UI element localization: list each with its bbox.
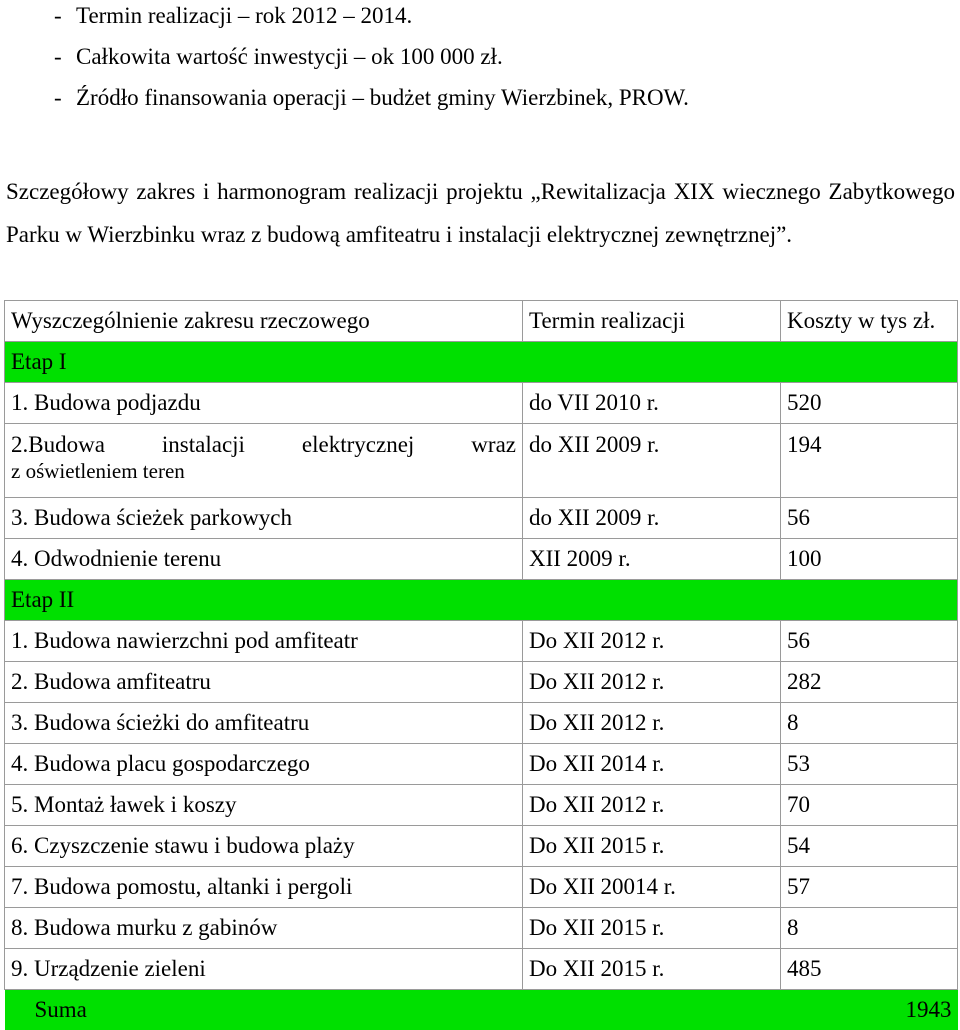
row-item: 9. Urządzenie zieleni [5, 949, 523, 990]
row-cost: 53 [781, 744, 958, 785]
table-row [5, 744, 958, 785]
row-cost: 57 [781, 867, 958, 908]
table-row [5, 539, 958, 580]
row-item: 3. Budowa ścieżki do amfiteatru [5, 703, 523, 744]
table-row [5, 424, 958, 498]
row-term: Do XII 2015 r. [523, 826, 781, 867]
row-item [5, 424, 523, 498]
row-term: do XII 2009 r. [523, 498, 781, 539]
row-item: 8. Budowa murku z gabinów [5, 908, 523, 949]
row-term: Do XII 2015 r. [523, 908, 781, 949]
row-cost: 56 [781, 498, 958, 539]
row-item: 1. Budowa nawierzchni pod amfiteatr [5, 621, 523, 662]
row-item: 3. Budowa ścieżek parkowych [5, 498, 523, 539]
stage-row [5, 342, 958, 383]
project-scope-paragraph: Szczegółowy zakres i harmonogram realizacji projektu „Rewitalizacja XIX wiecznego Zabytkowego Parku w Wierzbinku wraz z budową amfiteatru i instalacji elektrycznej zewnętrznej”. [6, 170, 955, 256]
stage-row [5, 580, 958, 621]
table-row [5, 621, 958, 662]
row-term: do VII 2010 r. [523, 383, 781, 424]
table-row [5, 949, 958, 990]
row-term: Do XII 2015 r. [523, 949, 781, 990]
row-cost: 70 [781, 785, 958, 826]
row-item: 2. Budowa amfiteatru [5, 662, 523, 703]
table-header-row [5, 301, 958, 342]
sum-cell [5, 990, 958, 1030]
schedule-table [4, 300, 958, 1030]
row-item: 5. Montaż ławek i koszy [5, 785, 523, 826]
row-item: 4. Budowa placu gospodarczego [5, 744, 523, 785]
table-row [5, 498, 958, 539]
sum-value: 1943 [906, 997, 952, 1023]
table-row [5, 662, 958, 703]
row-term: XII 2009 r. [523, 539, 781, 580]
row-cost: 54 [781, 826, 958, 867]
row-term: Do XII 2012 r. [523, 785, 781, 826]
header-term: Termin realizacji [523, 301, 781, 342]
row-item: 1. Budowa podjazdu [5, 383, 523, 424]
stage-label: Etap I [5, 342, 958, 383]
row-cost: 520 [781, 383, 958, 424]
row-cost: 8 [781, 703, 958, 744]
row-item-line1: 2.Budowa instalacji elektrycznej wraz [11, 432, 516, 458]
bullet-list [54, 0, 954, 125]
row-item: 4. Odwodnienie terenu [5, 539, 523, 580]
bullet-text: Źródło finansowania operacji – budżet gminy Wierzbinek, PROW. [76, 85, 689, 110]
row-cost: 282 [781, 662, 958, 703]
row-term: Do XII 20014 r. [523, 867, 781, 908]
stage-label: Etap II [5, 580, 958, 621]
table-row [5, 908, 958, 949]
row-cost: 100 [781, 539, 958, 580]
bullet-term [54, 0, 954, 43]
table-row [5, 826, 958, 867]
row-term: Do XII 2012 r. [523, 621, 781, 662]
row-term: Do XII 2012 r. [523, 662, 781, 703]
row-item-line2: z oświetleniem teren [11, 458, 516, 484]
row-term: Do XII 2014 r. [523, 744, 781, 785]
table-row [5, 703, 958, 744]
bullet-text: Całkowita wartość inwestycji – ok 100 000 zł. [76, 44, 503, 69]
bullet-marker: - [54, 2, 76, 30]
table-row [5, 383, 958, 424]
bullet-funding [54, 84, 954, 125]
row-term: do XII 2009 r. [523, 424, 781, 498]
sum-row [5, 990, 958, 1030]
row-item: 6. Czyszczenie stawu i budowa plaży [5, 826, 523, 867]
bullet-value [54, 43, 954, 84]
bullet-text: Termin realizacji – rok 2012 – 2014. [76, 3, 412, 28]
header-cost: Koszty w tys zł. [781, 301, 958, 342]
header-scope: Wyszczególnienie zakresu rzeczowego [5, 301, 523, 342]
bullet-marker: - [54, 84, 76, 112]
row-cost: 56 [781, 621, 958, 662]
row-term: Do XII 2012 r. [523, 703, 781, 744]
row-cost: 194 [781, 424, 958, 498]
row-item: 7. Budowa pomostu, altanki i pergoli [5, 867, 523, 908]
row-cost: 8 [781, 908, 958, 949]
sum-label: Suma [11, 997, 87, 1022]
row-cost: 485 [781, 949, 958, 990]
table-row [5, 785, 958, 826]
bullet-marker: - [54, 43, 76, 71]
table-row [5, 867, 958, 908]
